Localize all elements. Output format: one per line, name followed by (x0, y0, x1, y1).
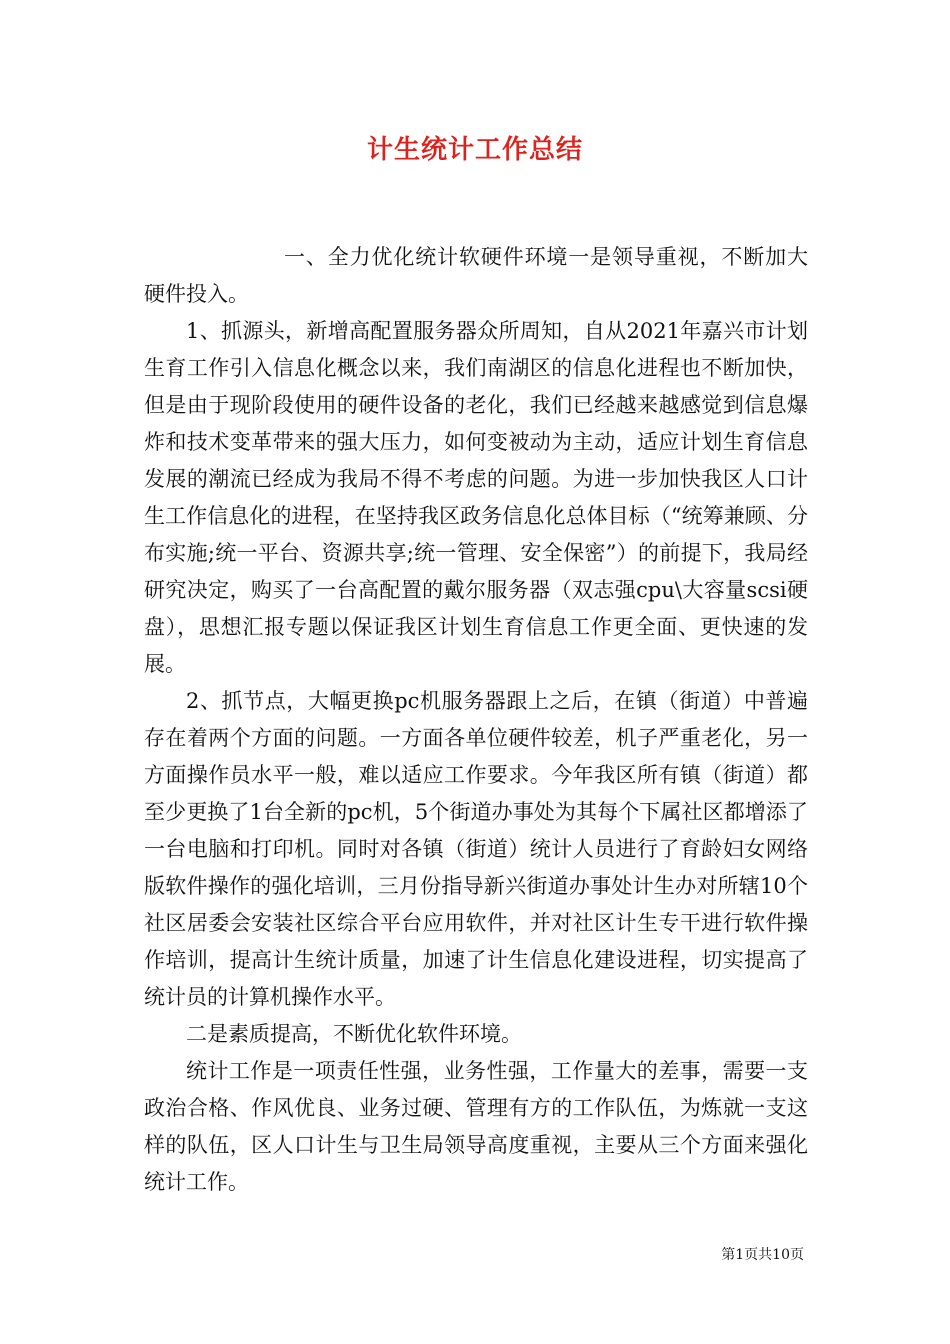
paragraph-1: 一、全力优化统计软硬件环境一是领导重视，不断加大硬件投入。 (144, 245, 808, 306)
paragraph-2: 1、抓源头，新增高配置服务器众所周知，自从2021年嘉兴市计划生育工作引入信息化概念以来，我们南湖区的信息化进程也不断加快，但是由于现阶段使用的硬件设备的老化，我们已经越来越感觉到信息爆炸和技术变革带来的强大压力，如何变被动为主动，适应计划生育信息发展的潮流已经成为我局不得不考虑的问题。为进一步加快我区人口计生工作信息化的进程，在坚持我区政务信息化总体目标（“统筹兼顾、分布实施;统一平台、资源共享;统一管理、安全保密”）的前提下，我局经研究决定，购买了一台高配置的戴尔服务器（双志强cpu\大容量scsi硬盘），思想汇报专题以保证我区计划生育信息工作更全面、更快速的发展。 (144, 319, 808, 676)
document-title: 计生统计工作总结 (366, 135, 583, 165)
paragraph-5: 统计工作是一项责任性强，业务性强，工作量大的差事，需要一支政治合格、作风优良、业务过硬、管理有方的工作队伍，为炼就一支这样的队伍，区人口计生与卫生局领导高度重视，主要从三个方面来强化统计工作。 (144, 1059, 808, 1194)
page-number: 第1页共10页 (721, 1247, 804, 1263)
document-body (144, 239, 808, 1201)
paragraph-3: 2、抓节点，大幅更换pc机服务器跟上之后，在镇（街道）中普遍存在着两个方面的问题。一方面各单位硬件较差，机子严重老化，另一方面操作员水平一般，难以适应工作要求。今年我区所有镇（街道）都至少更换了1台全新的pc机，5个街道办事处为其每个下属社区都增添了一台电脑和打印机。同时对各镇（街道）统计人员进行了育龄妇女网络版软件操作的强化培训，三月份指导新兴街道办事处计生办对所辖10个社区居委会安装社区综合平台应用软件，并对社区计生专干进行软件操作培训，提高计生统计质量，加速了计生信息化建设进程，切实提高了统计员的计算机操作水平。 (144, 689, 808, 1009)
paragraph-4: 二是素质提高，不断优化软件环境。 (186, 1022, 522, 1046)
